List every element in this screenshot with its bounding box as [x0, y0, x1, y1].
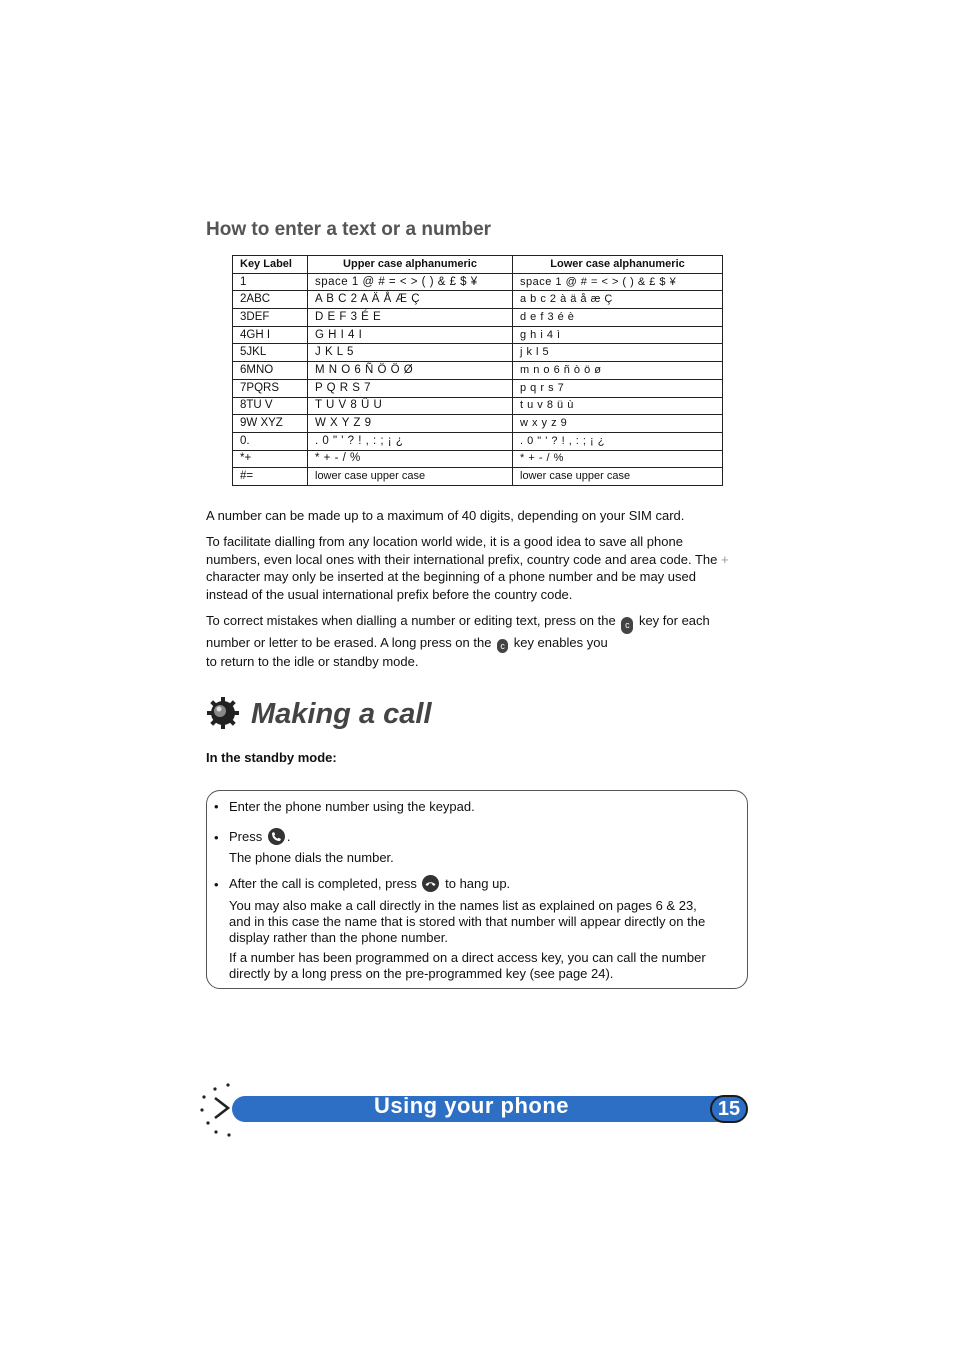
correct-text-1: To correct mistakes when dialling a number or editing text, press on the: [206, 613, 616, 628]
key-table: [232, 255, 723, 486]
c-key-icon: c: [621, 617, 633, 634]
standby-heading: In the standby mode:: [206, 750, 337, 765]
table-row: [233, 362, 723, 380]
bullet-dials-number: The phone dials the number.: [229, 850, 394, 865]
lower-case-cell: * + - / %: [513, 450, 723, 468]
upper-case-cell: A B C 2 A Ä Å Æ Ç: [308, 291, 513, 309]
plus-glyph: +: [721, 551, 729, 567]
table-row: [233, 291, 723, 309]
key-label-cell: 0.: [233, 432, 308, 450]
upper-case-cell: space 1 @ # = < > ( ) & £ $ ¥: [308, 273, 513, 291]
paragraph-correct-mistakes: [206, 612, 736, 671]
lower-case-cell: w x y z 9: [513, 415, 723, 433]
table-row: [233, 326, 723, 344]
gear-icon: [206, 696, 240, 730]
paragraph-international-prefix: [206, 533, 736, 603]
lower-case-cell: t u v 8 ü ù: [513, 397, 723, 415]
upper-case-cell: * + - / %: [308, 450, 513, 468]
upper-case-cell: T U V 8 Ü U: [308, 397, 513, 415]
lower-case-cell: a b c 2 à ä å æ Ç: [513, 291, 723, 309]
prefix-text-2: character may only be inserted at the beginning of a phone number and be may used instead of the usual international prefix before the country code.: [206, 569, 696, 602]
table-row: [233, 344, 723, 362]
lower-case-cell: g h i 4 ì: [513, 326, 723, 344]
c-key-icon: c: [497, 639, 508, 653]
key-label-cell: 9W XYZ: [233, 415, 308, 433]
correct-text-4: to return to the idle or standby mode.: [206, 654, 419, 669]
key-label-cell: #=: [233, 468, 308, 486]
bullet-hang-up: [229, 875, 510, 892]
names-list-paragraph: You may also make a call directly in the names list as explained on pages 6 & 23, and in this case the name that is stored with that number will appear directly on the display rather than the phone number.: [229, 898, 706, 945]
table-row: [233, 415, 723, 433]
table-header: Key Label: [233, 256, 308, 274]
page-number: 15: [710, 1095, 748, 1123]
bullet-mark: •: [214, 877, 219, 892]
table-row: [233, 397, 723, 415]
table-row: [233, 450, 723, 468]
key-label-cell: 1: [233, 273, 308, 291]
bullet-enter-number: Enter the phone number using the keypad.: [229, 799, 475, 814]
table-header: Upper case alphanumeric: [308, 256, 513, 274]
prefix-text: To facilitate dialling from any location world wide, it is a good idea to save all phone numbers, even local ones with their international prefix, country code and area code. The: [206, 534, 718, 567]
press-text: Press: [229, 829, 263, 844]
making-call-title: Making a call: [251, 698, 432, 730]
upper-case-cell: M N O 6 Ñ Ö Ö Ø: [308, 362, 513, 380]
table-row: [233, 432, 723, 450]
lower-case-cell: . 0 " ' ? ! , : ; ¡ ¿: [513, 432, 723, 450]
key-label-cell: 3DEF: [233, 309, 308, 327]
press-end: .: [286, 829, 291, 844]
upper-case-cell: G H I 4 I: [308, 326, 513, 344]
key-label-cell: *+: [233, 450, 308, 468]
lower-case-cell: j k l 5: [513, 344, 723, 362]
lower-case-cell: d e f 3 é è: [513, 309, 723, 327]
bullet-mark: •: [214, 799, 219, 814]
hang-up-text-2: to hang up.: [445, 876, 511, 891]
table-row: [233, 273, 723, 291]
correct-text-2: key for each number or letter to be erased. A long press on the: [206, 613, 710, 650]
upper-case-cell: P Q R S 7: [308, 379, 513, 397]
table-header: Lower case alphanumeric: [513, 256, 723, 274]
lower-case-cell: m n o 6 ñ ò ö ø: [513, 362, 723, 380]
key-label-cell: 8TU V: [233, 397, 308, 415]
table-row: [233, 309, 723, 327]
lower-case-cell: space 1 @ # = < > ( ) & £ $ ¥: [513, 273, 723, 291]
bullet-press-call: [229, 828, 290, 845]
key-label-cell: 7PQRS: [233, 379, 308, 397]
call-icon: [268, 828, 285, 845]
paragraph-max-digits: A number can be made up to a maximum of 40 digits, depending on your SIM card.: [206, 508, 685, 523]
upper-case-cell: D E F 3 É E: [308, 309, 513, 327]
upper-case-cell: W X Y Z 9: [308, 415, 513, 433]
table-header-row: [233, 256, 723, 274]
lower-case-cell: p q r s 7: [513, 379, 723, 397]
footer-title: Using your phone: [374, 1093, 569, 1118]
bullet-mark: •: [214, 830, 219, 845]
lower-case-cell: lower case upper case: [513, 468, 723, 486]
upper-case-cell: . 0 " ' ? ! , : ; ¡ ¿: [308, 432, 513, 450]
upper-case-cell: lower case upper case: [308, 468, 513, 486]
table-row: [233, 379, 723, 397]
table-row: [233, 468, 723, 486]
hang-up-icon: [422, 875, 439, 892]
key-label-cell: 6MNO: [233, 362, 308, 380]
key-label-cell: 2ABC: [233, 291, 308, 309]
direct-access-paragraph: If a number has been programmed on a direct access key, you can call the number directly by a long press on the pre-programmed key (see page 24).: [229, 950, 706, 981]
hang-up-text-1: After the call is completed, press: [229, 876, 417, 891]
section-title: How to enter a text or a number: [206, 219, 492, 240]
key-label-cell: 5JKL: [233, 344, 308, 362]
correct-text-3: key enables you: [513, 635, 608, 650]
key-label-cell: 4GH I: [233, 326, 308, 344]
upper-case-cell: J K L 5: [308, 344, 513, 362]
